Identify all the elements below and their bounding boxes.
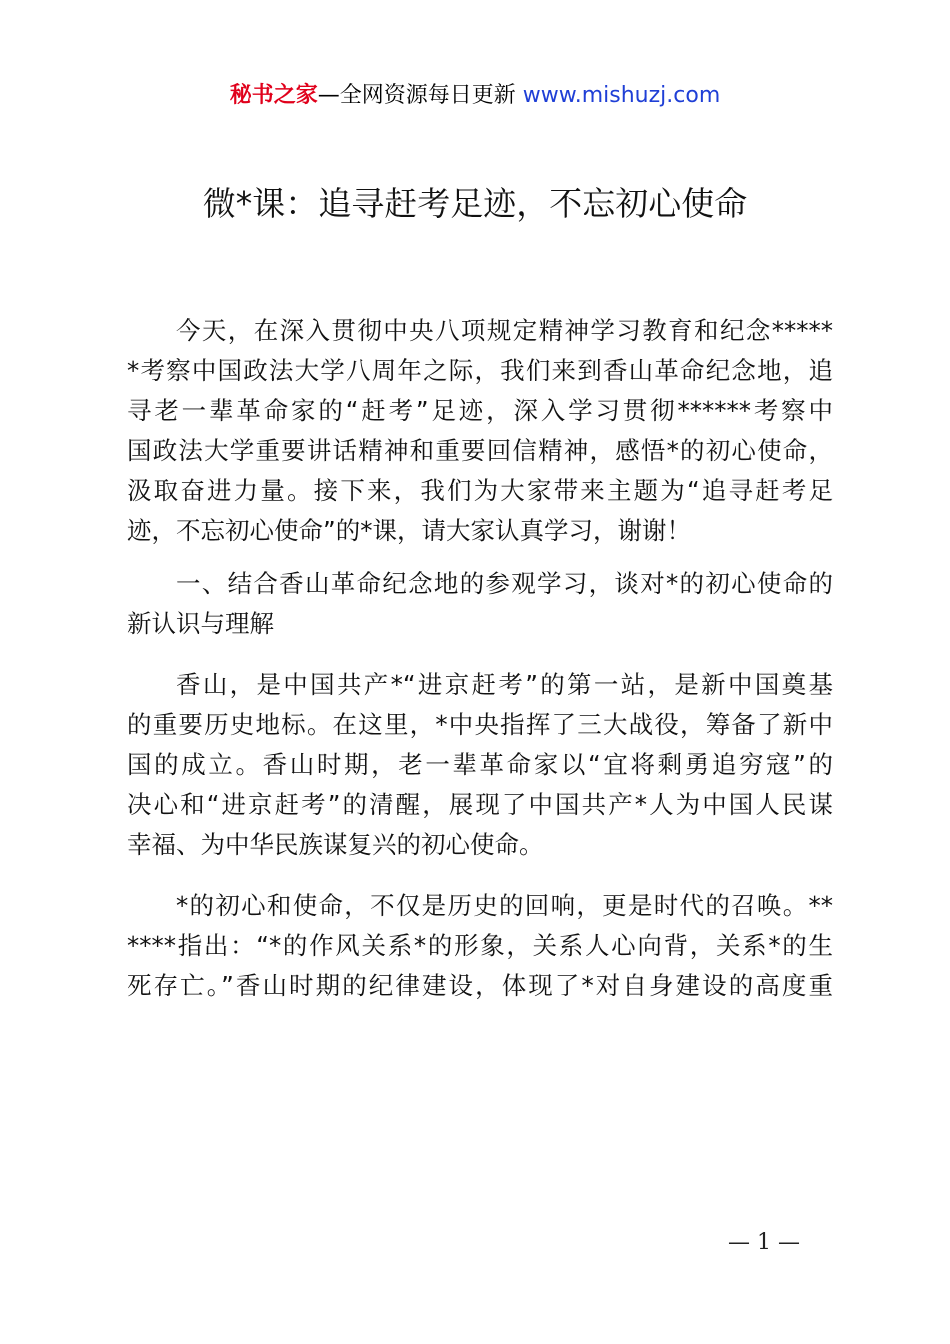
text-line: 国的成立。香山时期，老一辈革命家以“宜将剩勇追穷寇”的	[127, 750, 833, 779]
text-line: 迹，不忘初心使命”的*课，请大家认真学习，谢谢！	[127, 516, 691, 545]
document-body	[127, 311, 833, 1006]
text-line: 幸福、为中华民族谋复兴的初心使命。	[127, 830, 544, 859]
text-line: *考察中国政法大学八周年之际，我们来到香山革命纪念地，追	[127, 356, 833, 385]
text-line: 汲取奋进力量。接下来，我们为大家带来主题为“追寻赶考足	[127, 476, 833, 505]
page-header	[0, 80, 950, 112]
text-line: 死存亡。”香山时期的纪律建设，体现了*对自身建设的高度重	[127, 971, 833, 1000]
text-line: 的重要历史地标。在这里，*中央指挥了三大战役，筹备了新中	[127, 710, 833, 739]
header-brand: 秘书之家	[229, 83, 318, 108]
paragraph-section-heading	[127, 564, 833, 644]
text-line: 新认识与理解	[127, 609, 274, 638]
paragraph-xiangshan	[127, 665, 833, 865]
text-line: 今天，在深入贯彻中央八项规定精神学习教育和纪念*****	[176, 316, 833, 345]
text-line: 国政法大学重要讲话精神和重要回信精神，感悟*的初心使命，	[127, 436, 833, 465]
text-line: 寻老一辈革命家的“赶考”足迹，深入学习贯彻******考察中	[127, 396, 833, 425]
document-title: 微*课：追寻赶考足迹，不忘初心使命	[202, 184, 748, 223]
text-line: 一、结合香山革命纪念地的参观学习，谈对*的初心使命的	[176, 569, 833, 598]
text-line: 香山，是中国共产*“进京赶考”的第一站，是新中国奠基	[176, 670, 833, 699]
text-line: ****指出：“*的作风关系*的形象，关系人心向背，关系*的生	[127, 931, 833, 960]
paragraph-intro	[127, 311, 833, 551]
text-line: 决心和“进京赶考”的清醒，展现了中国共产*人为中国人民谋	[127, 790, 833, 819]
text-line: *的初心和使命，不仅是历史的回响，更是时代的召唤。**	[176, 891, 833, 920]
header-tagline: —全网资源每日更新	[317, 83, 523, 108]
page-number: — 1 —	[728, 1230, 800, 1255]
header-url[interactable]: www.mishuzj.com	[522, 83, 721, 108]
paragraph-mission	[127, 886, 833, 1006]
